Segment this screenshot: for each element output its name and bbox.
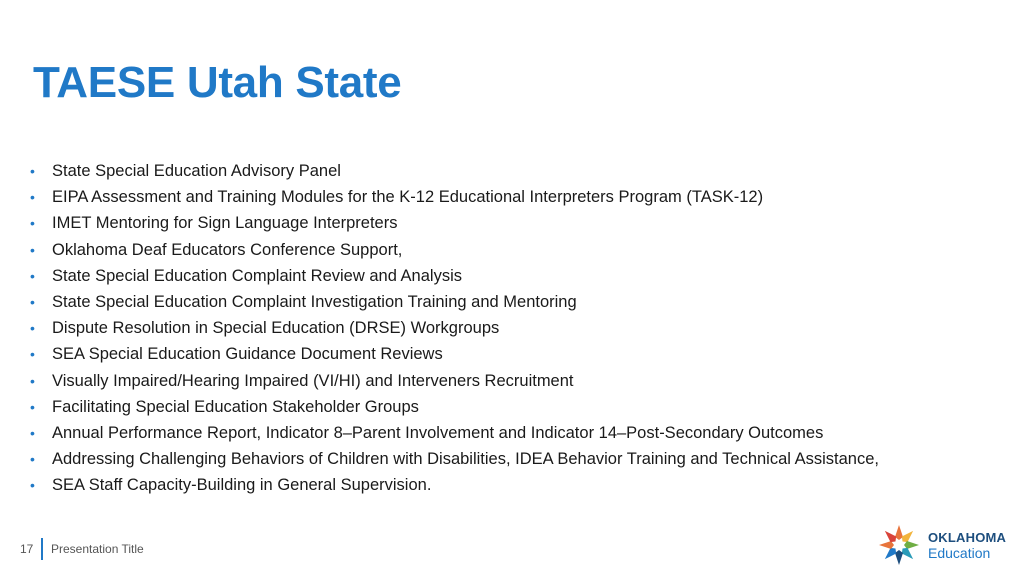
oklahoma-education-logo (876, 522, 1016, 568)
bullet-text: Annual Performance Report, Indicator 8–Parent Involvement and Indicator 14–Post-Secondary Outcomes (52, 423, 824, 442)
bullet-text: Addressing Challenging Behaviors of Children with Disabilities, IDEA Behavior Training and Technical Assistance, (52, 450, 879, 469)
bullet-dot-icon: • (30, 451, 35, 468)
bullet-item (30, 420, 1010, 446)
bullet-text: State Special Education Complaint Review and Analysis (52, 266, 462, 285)
bullet-text: SEA Special Education Guidance Document Reviews (52, 345, 443, 364)
bullet-dot-icon: • (30, 189, 35, 206)
oklahoma-star-logo-icon (876, 522, 922, 568)
bullet-dot-icon: • (30, 241, 35, 258)
bullet-text: State Special Education Advisory Panel (52, 162, 341, 180)
bullet-text: Visually Impaired/Hearing Impaired (VI/HI) and Interveners Recruitment (52, 371, 574, 390)
bullet-item (30, 368, 1010, 394)
bullet-item (30, 446, 1010, 472)
bullet-text: Facilitating Special Education Stakeholder Groups (52, 397, 419, 416)
bullet-dot-icon: • (30, 477, 35, 494)
logo-text-education: Education (928, 545, 991, 561)
page-number: 17 (20, 542, 34, 556)
bullet-item (30, 394, 1010, 420)
bullet-item (30, 263, 1010, 289)
bullet-text: Oklahoma Deaf Educators Conference Support, (52, 240, 403, 259)
bullet-text: SEA Staff Capacity-Building in General Supervision. (52, 476, 432, 495)
bullet-dot-icon: • (30, 293, 35, 310)
bullet-dot-icon: • (30, 372, 35, 389)
bullet-dot-icon: • (30, 398, 35, 415)
bullet-dot-icon: • (30, 346, 35, 363)
bullet-item (30, 210, 1010, 236)
bullet-item (30, 184, 1010, 210)
bullet-text: EIPA Assessment and Training Modules for the K-12 Educational Interpreters Program (TASK-12) (52, 188, 764, 207)
presentation-title: Presentation Title (51, 542, 144, 556)
footer-divider (41, 538, 43, 560)
slide-title: TAESE Utah State (33, 58, 402, 107)
bullet-dot-icon: • (30, 424, 35, 441)
bullet-item (30, 341, 1010, 367)
bullet-item (30, 315, 1010, 341)
bullet-item (30, 237, 1010, 263)
bullet-text: Dispute Resolution in Special Education (DRSE) Workgroups (52, 319, 500, 338)
bullet-list (30, 158, 1010, 498)
bullet-dot-icon: • (30, 320, 35, 337)
bullet-dot-icon: • (30, 267, 35, 284)
bullet-item (30, 289, 1010, 315)
bullet-item (30, 472, 1010, 498)
slide-footer (0, 516, 1024, 576)
bullet-text: State Special Education Complaint Investigation Training and Mentoring (52, 292, 577, 311)
logo-text-oklahoma: OKLAHOMA (928, 530, 1007, 545)
bullet-text: IMET Mentoring for Sign Language Interpreters (52, 214, 398, 233)
bullet-item (30, 158, 1010, 184)
bullet-dot-icon: • (30, 215, 35, 232)
bullet-dot-icon: • (30, 163, 35, 179)
